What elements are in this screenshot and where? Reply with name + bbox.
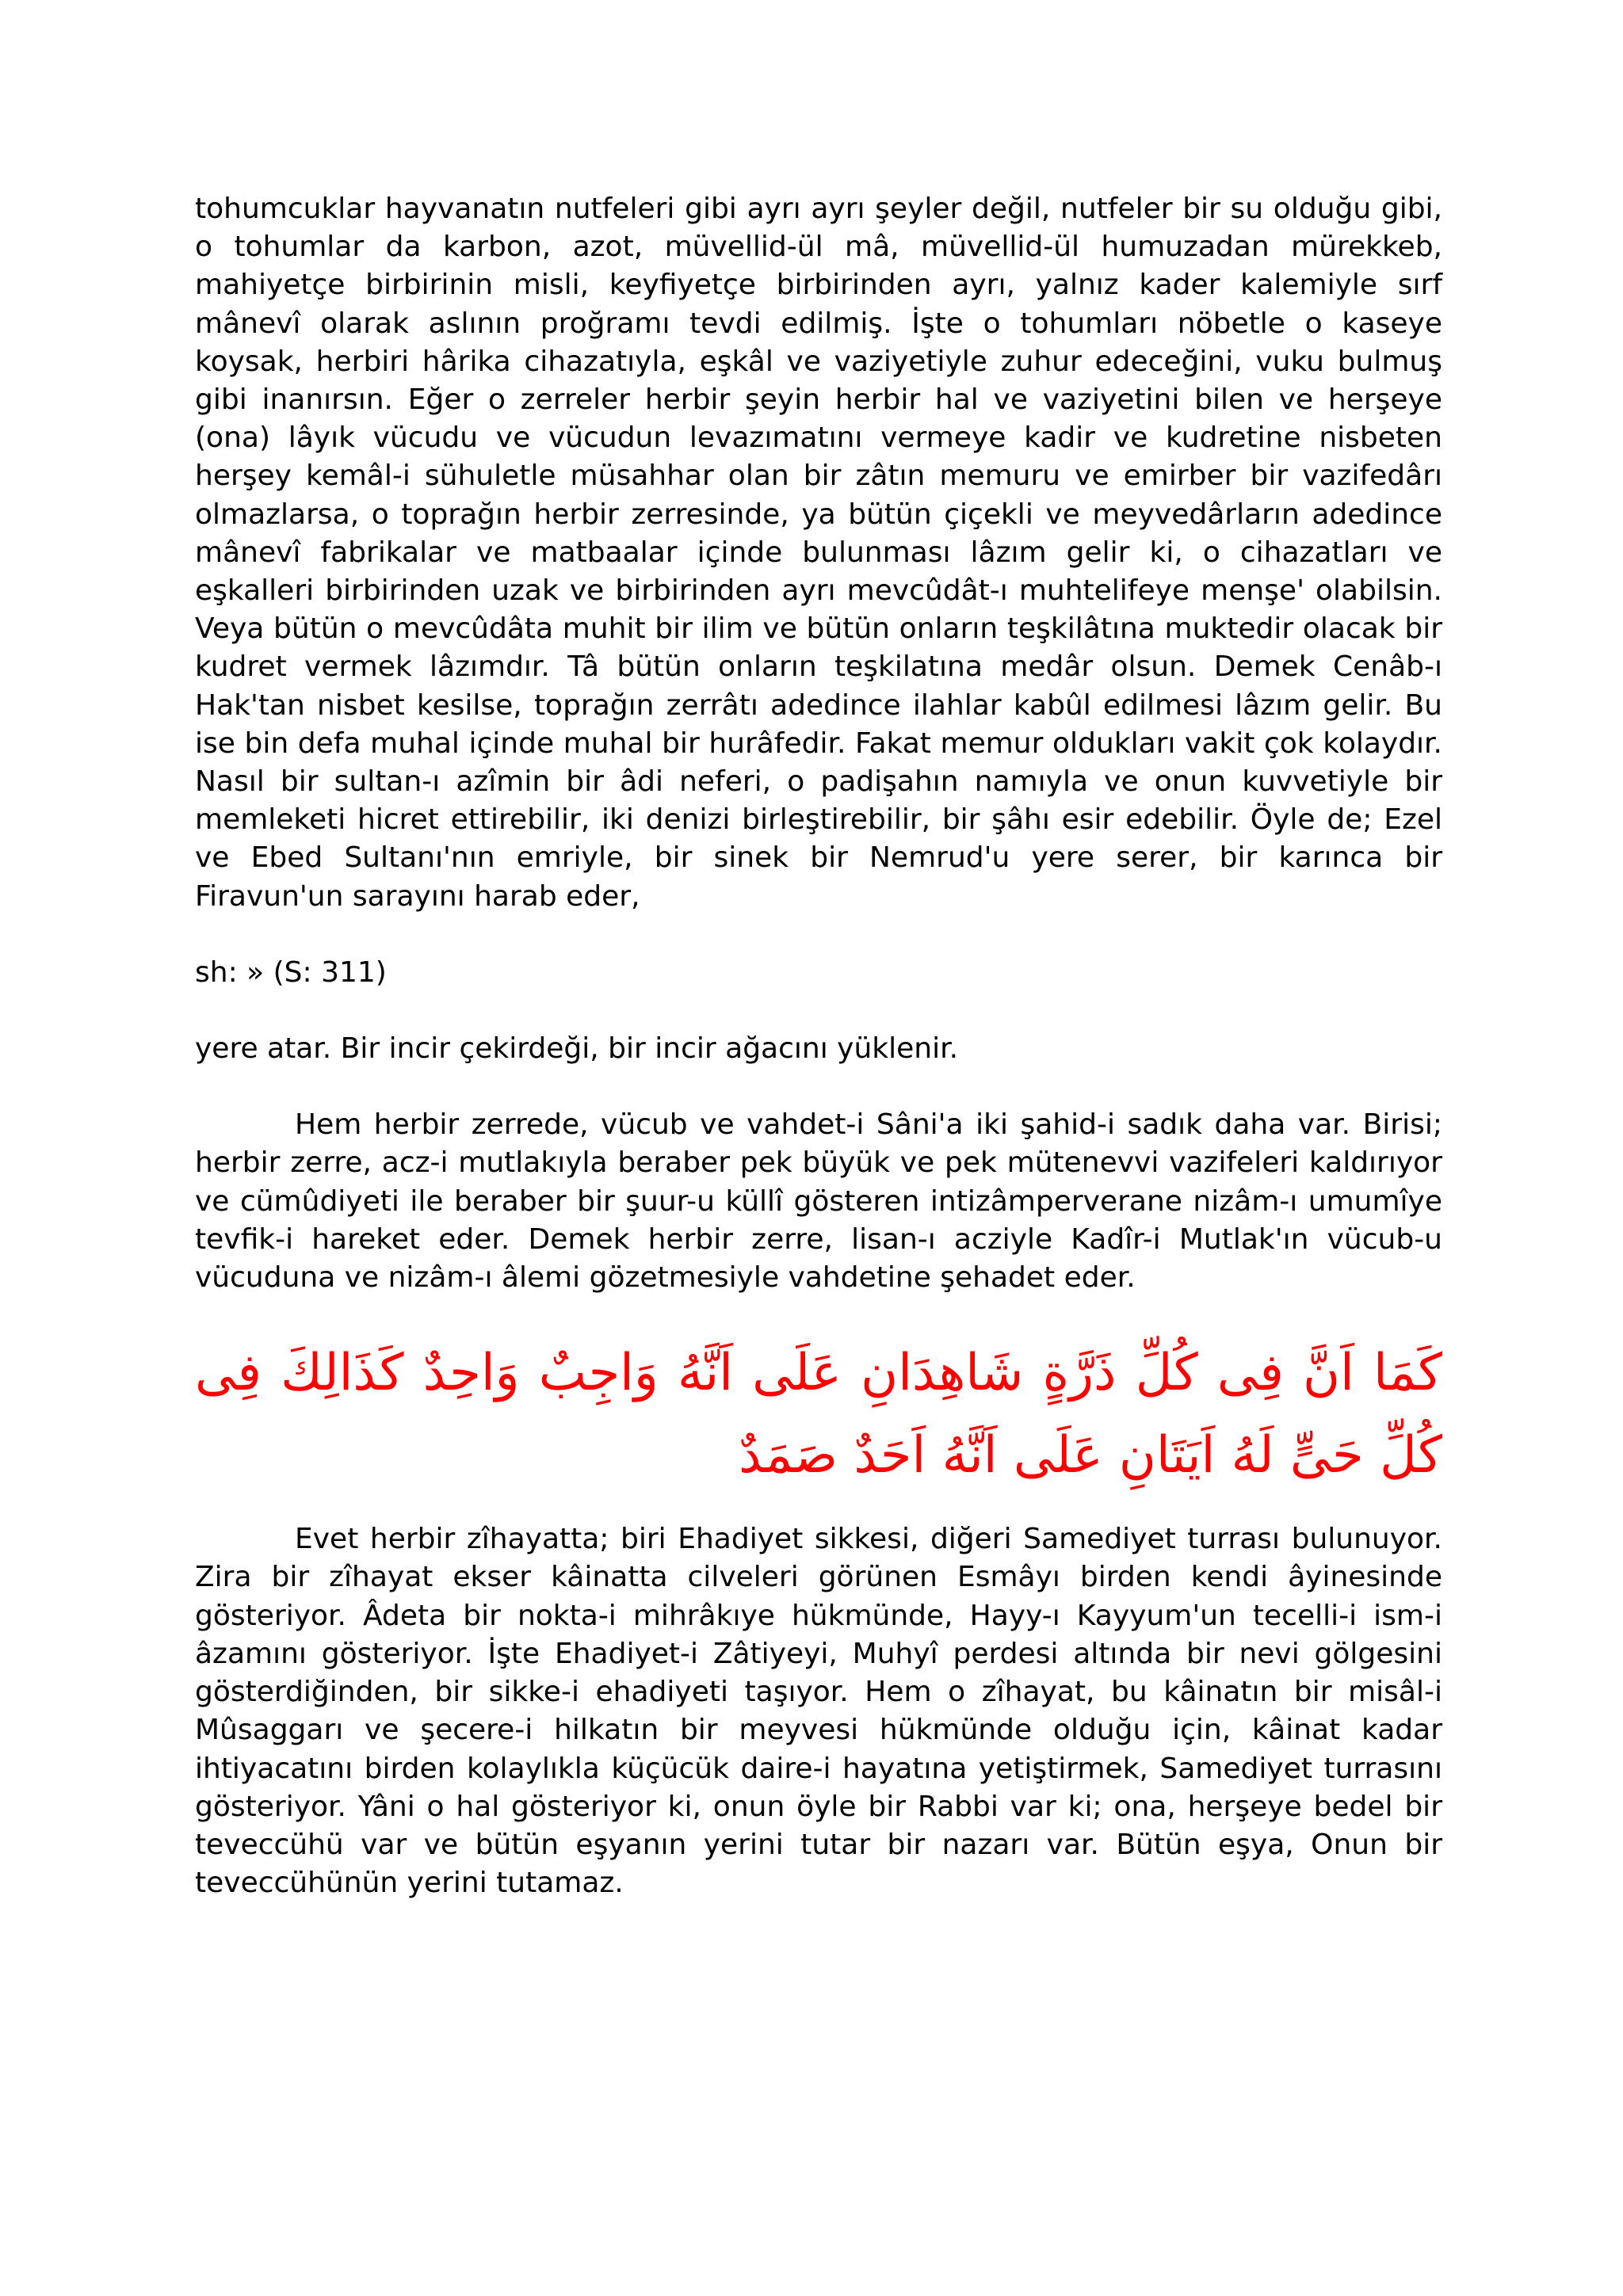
paragraph-3: Hem herbir zerrede, vücub ve vahdet-i Sâni'a iki şahid-i sadık daha var. Birisi; herbir zerre, acz-i mutlakıyla beraber pek büyük ve pek mütenevvi vazifeleri kaldırıyor ve cümûdiyeti ile beraber bir şuur-u küllî gösteren intizâmperverane nizâm-ı umumîye tevfik-i hareket eder. Demek herbir zerre, lisan-ı acziyle Kadîr-i Mutlak'ın vücub-u vücuduna ve nizâm-ı âlemi gözetmesiyle vahdetine şehadet eder. bbox=[195, 1108, 1442, 1295]
page-reference: sh: » (S: 311) bbox=[195, 955, 387, 989]
arabic-verse: كَمَا اَنَّ فِى كُلِّ ذَرَّةٍ شَاهِدَانِ عَلَى اَنَّهُ وَاجِبٌ وَاحِدٌ كَذَالِكَ فِى كُلِّ حَىٍّ لَهُ اَيَتَانِ عَلَى اَنَّهُ اَحَدٌ صَمَدٌ bbox=[195, 1344, 1442, 1486]
paragraph-4: Evet herbir zîhayatta; biri Ehadiyet sikkesi, diğeri Samediyet turrası bulunuyor. Zira bir zîhayat ekser kâinatta cilveleri görünen Esmâyı birden kendi âyinesinde gösteriyor. Âdeta bir nokta-i mihrâkıye hükmünde, Hayy-ı Kayyum'un tecelli-i ism-i âzamını gösteriyor. İşte Ehadiyet-i Zâtiyeyi, Muhyî perdesi altında bir nevi gölgesini gösterdiğinden, bir sikke-i ehadiyeti taşıyor. Hem o zîhayat, bu kâinatın bir misâl-i Mûsaggarı ve şecere-i hilkatın bir meyvesi hükmünde olduğu için, kâinat kadar ihtiyacatını birden kolaylıkla küçücük daire-i hayatına yetiştirmek, Samediyet turrasını gösteriyor. Yâni o hal gösteriyor ki, onun öyle bir Rabbi var ki; ona, herşeye bedel bir teveccühü var ve bütün eşyanın yerini tutar bir nazarı var. Bütün eşya, Onun bir teveccühünün yerini tutamaz. bbox=[195, 1523, 1442, 1900]
paragraph-2: yere atar. Bir incir çekirdeği, bir incir ağacını yüklenir. bbox=[195, 1032, 959, 1066]
paragraph-1: tohumcuklar hayvanatın nutfeleri gibi ayrı ayrı şeyler değil, nutfeler bir su olduğu gibi, o tohumlar da karbon, azot, müvellid-ül mâ, müvellid-ül humuzadan mürekkeb, mahiyetçe birbirinin misli, keyfiyetçe birbirinden ayrı, yalnız kader kalemiyle sırf mânevî olarak aslının proğramı tevdi edilmiş. İşte o tohumları nöbetle o kaseye koysak, herbiri hârika cihazatıyla, eşkâl ve vaziyetiyle zuhur edeceğini, vuku bulmuş gibi inanırsın. Eğer o zerreler herbir şeyin herbir hal ve vaziyetini bilen ve herşeye (ona) lâyık vücudu ve vücudun levazımatını vermeye kadir ve kudretine nisbeten herşey kemâl-i sühuletle müsahhar olan bir zâtın memuru ve emirber bir vazifedârı olmazlarsa, o toprağın herbir zerresinde, ya bütün çiçekli ve meyvedârların adedince mânevî fabrikalar ve matbaalar içinde bulunması lâzım gelir ki, o cihazatları ve eşkalleri birbirinden uzak ve birbirinden ayrı mevcûdât-ı muhtelifeye menşe' olabilsin. Veya bütün o mevcûdâta muhit bir ilim ve bütün onların teşkilâtına muktedir olacak bir kudret vermek lâzımdır. Tâ bütün onların teşkilatına medâr olsun. Demek Cenâb-ı Hak'tan nisbet kesilse, toprağın zerrâtı adedince ilahlar kabûl edilmesi lâzım gelir. Bu ise bin defa muhal içinde muhal bir hurâfedir. Fakat memur oldukları vakit çok kolaydır. Nasıl bir sultan-ı azîmin bir âdi neferi, o padişahın namıyla ve onun kuvvetiyle bir memleketi hicret ettirebilir, iki denizi birleştirebilir, bir şâhı esir edebilir. Öyle de; Ezel ve Ebed Sultanı'nın emriyle, bir sinek bir Nemrud'u yere serer, bir karınca bir Firavun'un sarayını harab eder, bbox=[195, 193, 1442, 913]
document-page bbox=[195, 190, 1442, 1902]
